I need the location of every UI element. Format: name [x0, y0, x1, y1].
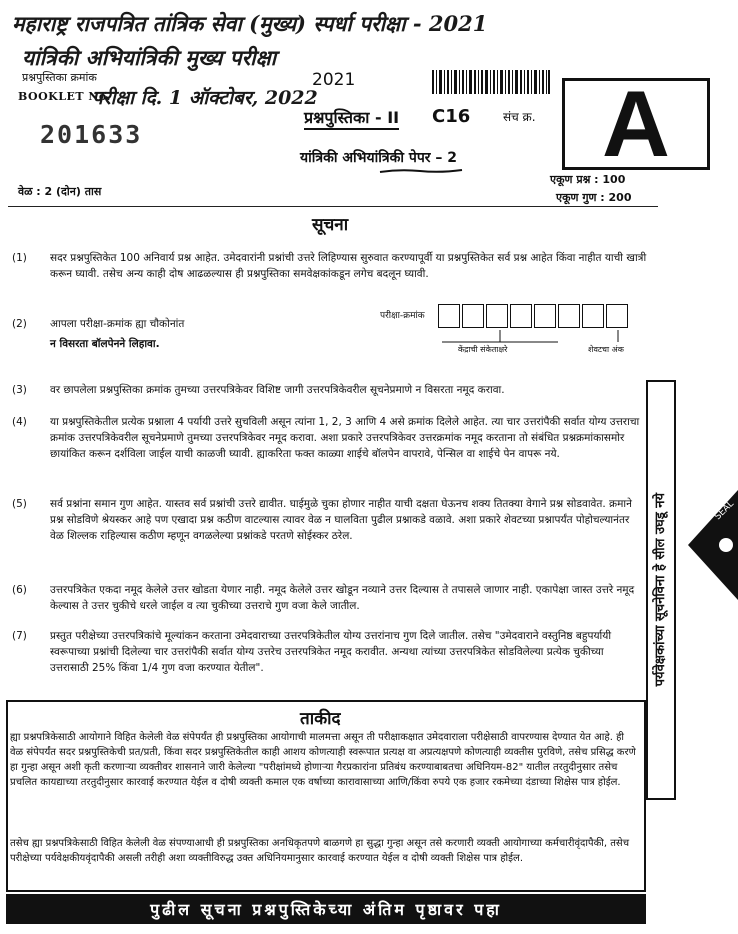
instruction-text-continued: न विसरता बॉलपेनने लिहावा. [50, 338, 160, 350]
total-questions: एकूण प्रश्न : 100 [550, 173, 626, 186]
instruction-text: सदर प्रश्नपुस्तिकेत 100 अनिवार्य प्रश्न आहेत. उमेदवारांनी प्रश्नांची उत्तरे लिहिण्यास सुरुवात करण्यापूर्वी या प्रश्नपुस्तिकेत सर्व प्रश्न आहेत किंवा नाहीत याची खात्री करून घ्यावी. तसेच अन्य काही दोष आढळल्यास ही प्रश्नपुस्तिका समवेक्षकांकडून लगेच बदलून घ्यावी. [50, 252, 647, 280]
series-label: संच क्र. [503, 110, 536, 124]
exam-number-cell [438, 304, 460, 328]
instruction-number: (4) [12, 416, 27, 428]
instruction-number: (2) [12, 318, 27, 330]
exam-number-cell [534, 304, 556, 328]
booklet-label-marathi: प्रश्नपुस्तिका क्रमांक [22, 71, 97, 84]
exam-duration: वेळ : 2 (दोन) तास [18, 185, 102, 198]
exam-number-cell [486, 304, 508, 328]
instruction-text: सर्व प्रश्नांना समान गुण आहेत. यास्तव सर्व प्रश्नांची उत्तरे द्यावीत. घाईमुळे चुका होणार नाहीत याची दक्षता घेऊनच शक्य तितक्या वेगाने प्रश्न सोडवावेत. क्रमाने प्रश्न सोडविणे श्रेयस्कर आहे पण एखादा प्रश्न कठीण वाटल्यास त्यावर वेळ न घालविता पुढील प्रश्नाकडे वळावे. अशा प्रकारे शेवटच्या प्रश्नापर्यंत पोहोचल्यानंतर वेळ शिल्लक राहिल्यास कठीण म्हणून वगळलेल्या प्रश्नांकडे परतणे सोईस्कर ठरेल. [50, 498, 632, 542]
exam-number-label: परीक्षा-क्रमांक [380, 311, 425, 321]
warning-paragraph: ह्या प्रश्नपत्रिकेसाठी आयोगाने विहित केलेली वेळ संपेपर्यंत ही प्रश्नपुस्तिका आयोगाची मालमत्ता असून ती परीक्षाकक्षात उमेदवाराला परीक्षेसाठी वापरण्यास देण्यात येत आहे. ही वेळ संपेपर्यंत सदर प्रश्नपुस्तिकेची प्रत/प्रती, किंवा सदर प्रश्नपुस्तिकेतील काही आशय कोणत्याही स्वरूपात प्रत्यक्ष वा अप्रत्यक्षपणे कोणत्याही व्यक्तीस पुरविणे, तसेच प्रसिद्ध करणे हा गुन्हा असून अशी कृती करणाऱ्या व्यक्तीवर शासनाने जारी केलेल्या "परीक्षांमध्ये होणाऱ्या गैरप्रकारांना प्रतिबंध करण्याबाबतचा अधिनियम-82" यातील तरतुदीनुसार तसेच प्रचलित कायद्याच्या तरतुदीनुसार कारवाई करण्यात येईल व दोषी व्यक्ती कमाल एक वर्षाच्या कारावासाच्या आणि/किंवा रुपये एक हजार रकमेच्या दंडाच्या शिक्षेस पात्र होईल. [10, 732, 636, 788]
exam-number-cell [582, 304, 604, 328]
exam-title-handwritten: महाराष्ट्र राजपत्रित तांत्रिक सेवा (मुख्य) स्पर्धा परीक्षा - 2021 [12, 11, 488, 36]
instruction-text: या प्रश्नपुस्तिकेतील प्रत्येक प्रश्नाला 4 पर्यायी उत्तरे सुचविली असून त्यांना 1, 2, 3 आणि 4 असे क्रमांक दिलेले आहेत. त्या चार उत्तरांपैकी सर्वात योग्य उत्तराचा क्रमांक उत्तरपत्रिकेवरील सूचनेप्रमाणे तुमच्या उत्तरपत्रिकेवर नमूद करावा. अशा प्रकारे उत्तरपत्रिकेवर उत्तरक्रमांक नमूद करताना तो संबंधित प्रश्नक्रमांकासमोर छायांकित करून दर्शविला जाईल याची काळजी घ्यावी. ह्याकरिता फक्त काळ्या शाईचे बॉलपेन वापरावे, पेन्सिल वा शाईचे पेन वापरू नये. [50, 416, 640, 460]
exam-number-cell [558, 304, 580, 328]
warning-paragraph: तसेच ह्या प्रश्नपत्रिकेसाठी विहित केलेली वेळ संपण्याआधी ही प्रश्नपुस्तिका अनधिकृतपणे बाळगणे हा सुद्धा गुन्हा असून तसे करणारी व्यक्ती आयोगाच्या कर्मचारीवृंदापैकी, तसेच परीक्षेच्या पर्यवेक्षकीयवृंदापैकी असली तरीही अशा व्यक्तीविरुद्ध उक्त अधिनियमानुसार कारवाई करण्यात येईल व दोषी व्यक्ती शिक्षेस पात्र होईल. [10, 838, 630, 864]
subject-code: C16 [432, 106, 471, 127]
seal-label: SEAL [713, 499, 737, 523]
paper-title: यांत्रिकी अभियांत्रिकी पेपर – 2 [300, 150, 457, 166]
exam-number-box [380, 300, 640, 360]
footer-text: पुढील सूचना प्रश्नपुस्तिकेच्या अंतिम पृष्ठावर पहा [150, 900, 502, 919]
instruction-number: (5) [12, 498, 27, 510]
exam-year: 2021 [312, 70, 356, 90]
booklet-number: 201633 [40, 120, 143, 149]
barcode-icon [432, 70, 550, 94]
seal-warning-text: पर्यवेक्षकांच्या सूचनेविना हे सील उघडू नये [653, 493, 668, 687]
handwritten-underline [380, 168, 462, 174]
header-divider [8, 206, 658, 207]
total-marks: एकूण गुण : 200 [556, 191, 632, 204]
warning-title: ताकीद [300, 709, 341, 729]
instruction-number: (1) [12, 252, 27, 264]
series-box [562, 71, 710, 176]
booklet-label-english: BOOKLET No. [18, 90, 111, 103]
footer-banner [6, 894, 646, 924]
instructions-title: सूचना [312, 215, 349, 235]
instruction-text: आपला परीक्षा-क्रमांक ह्या चौकोनांत [50, 318, 185, 330]
seal-warning-strip [646, 380, 676, 800]
exam-date: परीक्षा दि. 1 ऑक्टोबर, 2022 [92, 87, 318, 109]
instruction-number: (6) [12, 584, 27, 596]
instruction-text: प्रस्तुत परीक्षेच्या उत्तरपत्रिकांचे मूल्यांकन करताना उमेदवाराच्या उत्तरपत्रिकेतील योग्य उत्तरांनाच गुण दिले जातील. तसेच "उमेदवाराने वस्तुनिष्ठ बहुपर्यायी स्वरूपाच्या प्रश्नांची दिलेल्या चार उत्तरांपैकी सर्वात योग्य उत्तरेच उत्तरपत्रिकेत नमूद करावीत. अन्यथा त्यांच्या उत्तरपत्रिकेत सोडविलेल्या प्रत्येक चुकीच्या उत्तरासाठी 25% किंवा 1/4 गुण वजा करण्यात येतील". [50, 630, 612, 674]
instruction-text: उत्तरपत्रिकेत एकदा नमूद केलेले उत्तर खोडता येणार नाही. नमूद केलेले उत्तर खोडून नव्याने उत्तर दिल्यास ते तपासले जाणार नाही. एकापेक्षा जास्त उत्तरे नमूद केल्यास ते उत्तर चुकीचे धरले जाईल व त्या चुकीच्या उत्तराचे गुण वजा केले जातील. [50, 584, 635, 612]
paper-subject-handwritten: यांत्रिकी अभियांत्रिकी मुख्य परीक्षा [22, 45, 277, 70]
seal-icon [678, 490, 738, 600]
exam-number-cell [462, 304, 484, 328]
last-digit-caption: शेवटचा अंक [588, 345, 624, 354]
instruction-number: (7) [12, 630, 27, 642]
center-code-caption: केंद्राची संकेताक्षरे [458, 345, 508, 354]
instruction-text: वर छापलेला प्रश्नपुस्तिका क्रमांक तुमच्या उत्तरपत्रिकेवर विशिष्ट जागी उत्तरपत्रिकेवरील सूचनेप्रमाणे न विसरता नमूद करावा. [50, 384, 505, 396]
exam-number-cell [510, 304, 532, 328]
booklet-paper-number: प्रश्नपुस्तिका - II [304, 106, 399, 130]
instruction-number: (3) [12, 384, 27, 396]
exam-number-cell [606, 304, 628, 328]
series-letter: A [602, 71, 670, 176]
